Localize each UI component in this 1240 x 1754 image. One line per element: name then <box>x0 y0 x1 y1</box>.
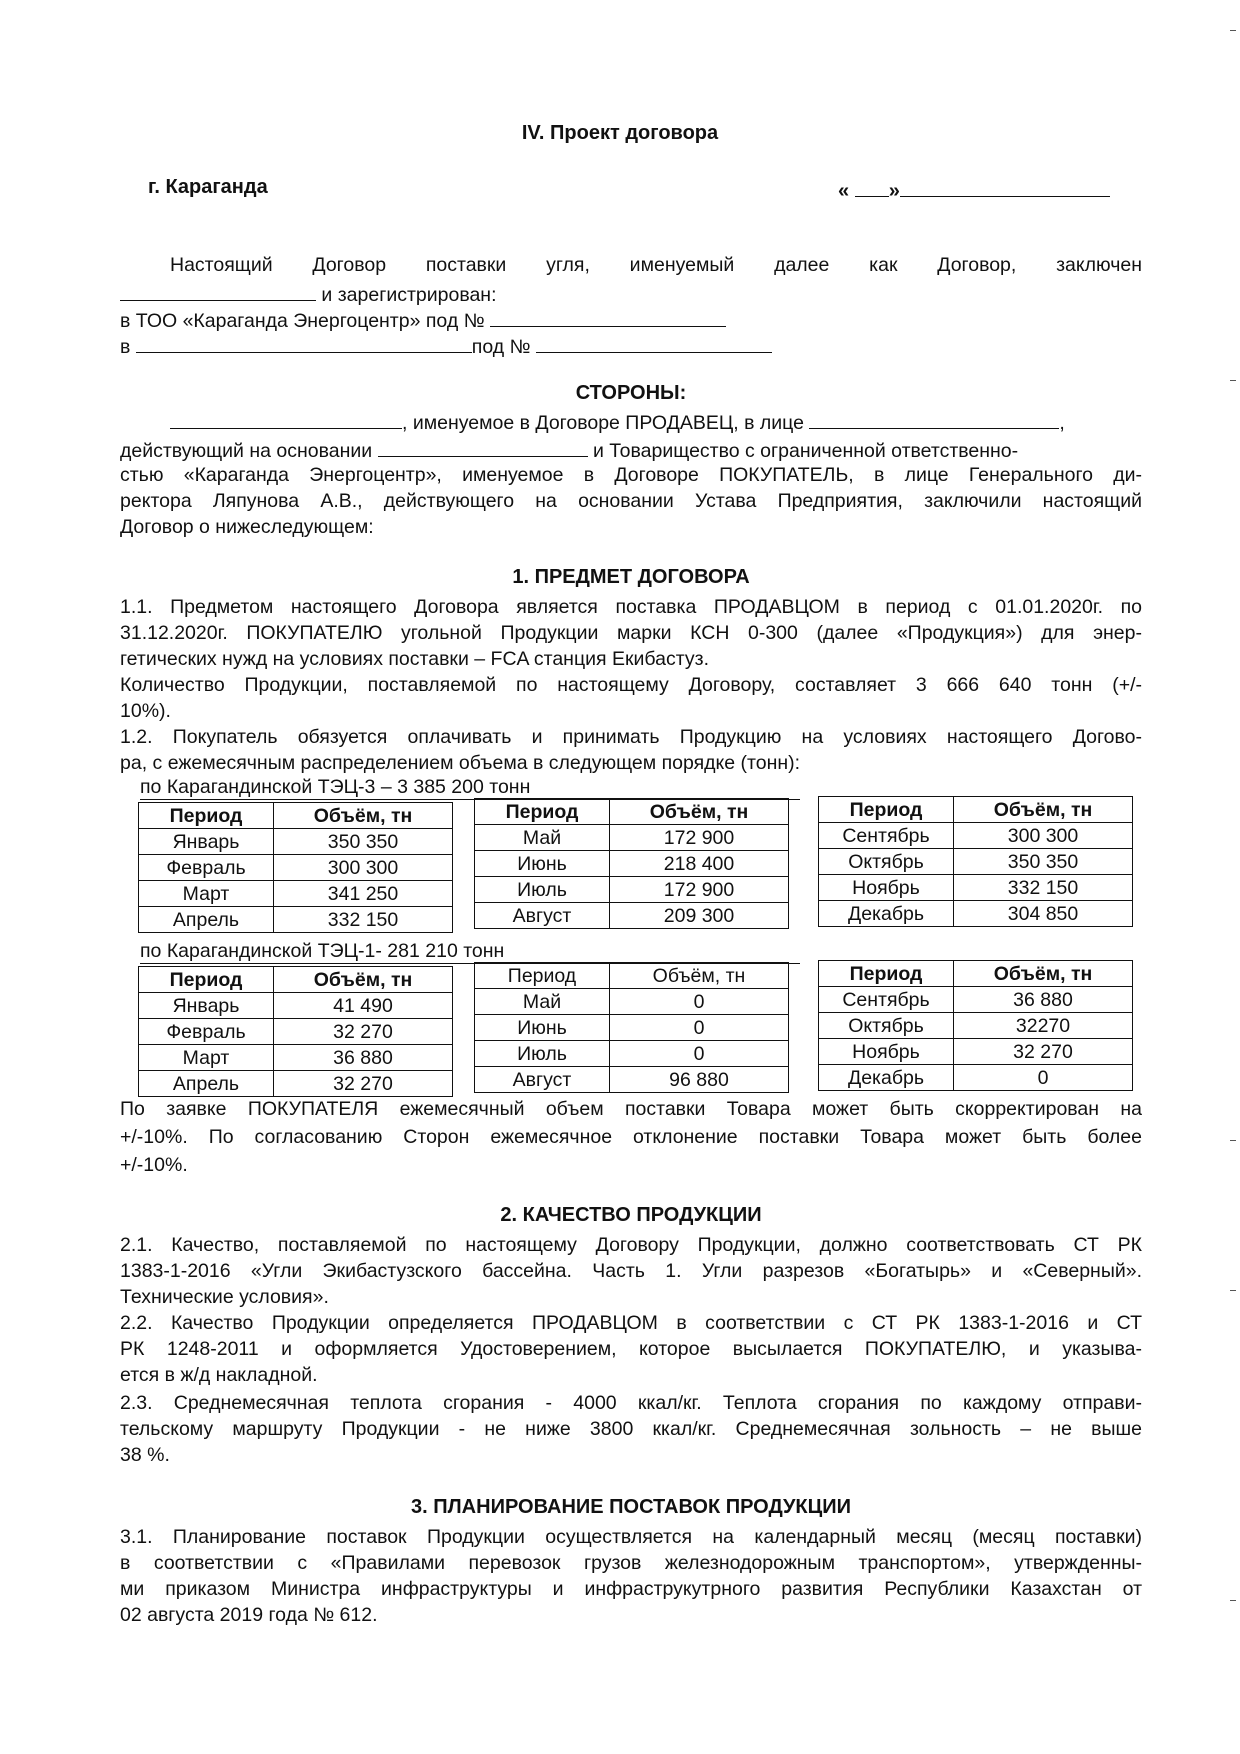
s2-p3-line-1: 2.3. Среднемесячная теплота сгорания - 4000 ккал/кг. Теплота сгорания по каждому отправи- <box>120 1392 1142 1414</box>
blank-field <box>378 436 588 457</box>
blank-field <box>536 332 772 353</box>
col-volume: Объём, тн <box>954 797 1133 823</box>
date-month-blank <box>900 176 1110 197</box>
table-row: Апрель 32 270 <box>139 1071 453 1097</box>
city-label: г. Караганда <box>148 176 268 198</box>
parties-heading: СТОРОНЫ: <box>575 382 687 404</box>
s3-p1-line-1: 3.1. Планирование поставок Продукции осуществляется на календарный месяц (месяц поставки) <box>120 1526 1142 1548</box>
table-row: Март 341 250 <box>139 881 453 907</box>
col-volume: Объём, тн <box>274 803 453 829</box>
blank-field <box>136 332 472 353</box>
s2-p3-line-3: 38 %. <box>120 1444 170 1466</box>
col-volume: Объём, тн <box>274 967 453 993</box>
s2-p1-line-1: 2.1. Качество, поставляемой по настоящему Договору Продукции, должно соответствовать СТ РК <box>120 1234 1142 1256</box>
section1-heading: 1. ПРЕДМЕТ ДОГОВОРА <box>512 566 750 588</box>
s2-p1-line-3: Технические условия». <box>120 1286 329 1308</box>
section2-heading: 2. КАЧЕСТВО ПРОДУКЦИИ <box>500 1204 762 1226</box>
tec3-table-3 <box>818 796 1133 927</box>
table-row: Октябрь 32270 <box>819 1013 1133 1039</box>
document-title: IV. Проект договора <box>521 122 719 144</box>
table-row: Январь 350 350 <box>139 829 453 855</box>
blank-field <box>490 306 726 327</box>
tec3-table-1 <box>138 802 453 933</box>
table-row: Декабрь 304 850 <box>819 901 1133 927</box>
table-row: Сентябрь 36 880 <box>819 987 1133 1013</box>
margin-mark <box>1230 1290 1236 1291</box>
parties-line-5: Договор о нижеследующем: <box>120 516 374 538</box>
intro-line-2: и зарегистрирован: <box>120 280 1142 309</box>
col-volume: Объём, тн <box>610 799 789 825</box>
parties-line-1: , именуемое в Договоре ПРОДАВЕЦ, в лице , <box>170 408 1142 437</box>
col-period: Период <box>819 797 954 823</box>
table-row: Апрель 332 150 <box>139 907 453 933</box>
col-period: Период <box>475 799 610 825</box>
table-row: Ноябрь 332 150 <box>819 875 1133 901</box>
table-row: Август 96 880 <box>475 1067 789 1093</box>
s1-p1-line-2: 31.12.2020г. ПОКУПАТЕЛЮ угольной Продукции марки КСН 0-300 (далее «Продукция») для энер- <box>120 622 1142 644</box>
intro-line-3: в ТОО «Караганда Энергоцентр» под № <box>120 306 1142 335</box>
tec3-table-2 <box>474 798 789 929</box>
table-row: Сентябрь 300 300 <box>819 823 1133 849</box>
blank-field <box>170 408 402 429</box>
table-row: Октябрь 350 350 <box>819 849 1133 875</box>
table-row: Ноябрь 32 270 <box>819 1039 1133 1065</box>
s2-p1-line-2: 1383-1-2016 «Угли Экибастузского бассейна. Часть 1. Угли разрезов «Богатырь» и «Северный». <box>120 1260 1142 1282</box>
section3-heading: 3. ПЛАНИРОВАНИЕ ПОСТАВОК ПРОДУКЦИИ <box>411 1496 851 1518</box>
table-row: Декабрь 0 <box>819 1065 1133 1091</box>
table-row: Август 209 300 <box>475 903 789 929</box>
s3-p1-line-3: ми приказом Министра инфраструктуры и инфраструкутрного развития Республики Казахстан от <box>120 1578 1142 1600</box>
s1-p1-line-1: 1.1. Предметом настоящего Договора является поставка ПРОДАВЦОМ в период с 01.01.2020г. по <box>120 596 1142 618</box>
table-row: Июнь 218 400 <box>475 851 789 877</box>
tec1-label: по Карагандинской ТЭЦ-1- 281 210 тонн <box>140 940 800 964</box>
parties-line-3: стью «Караганда Энергоцентр», именуемое в Договоре ПОКУПАТЕЛЬ, в лице Генерального ди- <box>120 464 1142 486</box>
s1-p3-line-2: ра, с ежемесячным распределением объема в следующем порядке (тонн): <box>120 752 801 774</box>
intro-line-4: в под № <box>120 332 1142 361</box>
margin-mark <box>1230 380 1236 381</box>
parties-line-2: действующий на основании и Товарищество с ограниченной ответственно- <box>120 436 1142 465</box>
col-period: Период <box>819 961 954 987</box>
s2-p3-line-2: тельскому маршруту Продукции - не ниже 3800 ккал/кг. Среднемесячная зольность – не выше <box>120 1418 1142 1440</box>
s1-p4-line-3: +/-10%. <box>120 1154 188 1176</box>
col-volume: Объём, тн <box>610 963 789 989</box>
table-row: Июль 0 <box>475 1041 789 1067</box>
col-period: Период <box>475 963 610 989</box>
s2-p2-line-3: ется в ж/д накладной. <box>120 1364 318 1386</box>
margin-mark <box>1230 1140 1236 1141</box>
col-period: Период <box>139 967 274 993</box>
s2-p2-line-2: РК 1248-2011 и оформляется Удостоверением, которое высылается ПОКУПАТЕЛЮ, и указыва- <box>120 1338 1142 1360</box>
table-row: Май 0 <box>475 989 789 1015</box>
table-row: Январь 41 490 <box>139 993 453 1019</box>
tec1-table-2 <box>474 962 789 1093</box>
s3-p1-line-2: в соответствии с «Правилами перевозок грузов железнодорожным транспортом», утвержденны- <box>120 1552 1142 1574</box>
intro-line-1: Настоящий Договор поставки угля, именуемый далее как Договор, заключен <box>170 254 1142 276</box>
tec1-table-1 <box>138 966 453 1097</box>
s1-p2-line-1: Количество Продукции, поставляемой по настоящему Договору, составляет 3 666 640 тонн (+/- <box>120 674 1142 696</box>
s1-p4-line-2: +/-10%. По согласованию Сторон ежемесячное отклонение поставки Товара может быть более <box>120 1126 1142 1148</box>
tec1-table-3 <box>818 960 1133 1091</box>
blank-field <box>809 408 1059 429</box>
col-volume: Объём, тн <box>954 961 1133 987</box>
blank-field <box>120 280 316 301</box>
s1-p4-line-1: По заявке ПОКУПАТЕЛЯ ежемесячный объем поставки Товара может быть скорректирован на <box>120 1098 1142 1120</box>
margin-mark <box>1230 30 1236 31</box>
table-row: Март 36 880 <box>139 1045 453 1071</box>
s3-p1-line-4: 02 августа 2019 года № 612. <box>120 1604 378 1626</box>
tec3-label: по Карагандинской ТЭЦ-3 – 3 385 200 тонн <box>140 776 800 800</box>
s1-p3-line-1: 1.2. Покупатель обязуется оплачивать и принимать Продукцию на условиях настоящего Догово- <box>120 726 1142 748</box>
table-row: Июль 172 900 <box>475 877 789 903</box>
s1-p1-line-3: гетических нужд на условиях поставки – FCA станция Екибастуз. <box>120 648 709 670</box>
table-row: Июнь 0 <box>475 1015 789 1041</box>
parties-line-4: ректора Ляпунова А.В., действующего на основании Устава Предприятия, заключили настоящий <box>120 490 1142 512</box>
margin-mark <box>1230 1600 1236 1601</box>
s2-p2-line-1: 2.2. Качество Продукции определяется ПРОДАВЦОМ в соответствии с СТ РК 1383-1-2016 и СТ <box>120 1312 1142 1334</box>
table-row: Май 172 900 <box>475 825 789 851</box>
table-row: Февраль 300 300 <box>139 855 453 881</box>
s1-p2-line-2: 10%). <box>120 700 171 722</box>
date-field: « » <box>838 176 1110 203</box>
col-period: Период <box>139 803 274 829</box>
date-day-blank <box>855 176 889 197</box>
table-row: Февраль 32 270 <box>139 1019 453 1045</box>
